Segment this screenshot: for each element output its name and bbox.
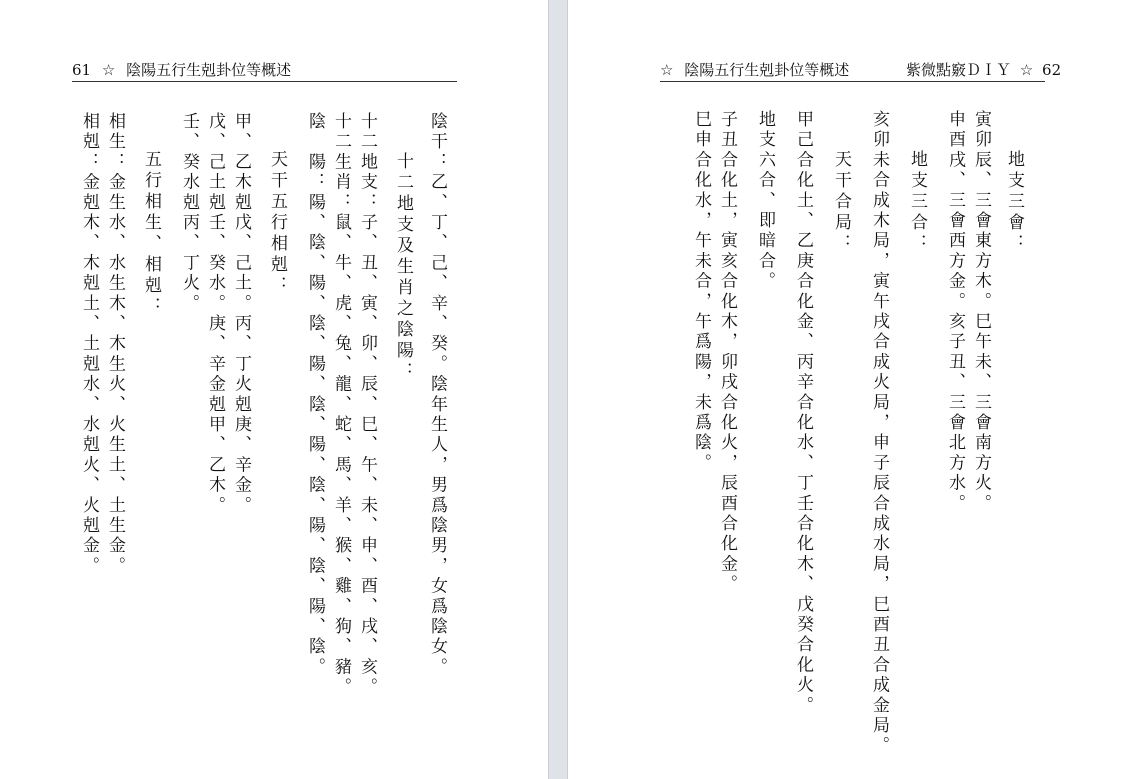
left-page: [0, 0, 548, 779]
star-icon: ☆: [1019, 61, 1034, 79]
text-column: 相生：金生水、水生木、木生火、火生土、土生金。: [105, 112, 125, 577]
text-column: 陰干：乙、丁、己、辛、癸。陰年生人，男爲陰男，女爲陰女。: [427, 112, 447, 678]
chapter-title: 陰陽五行生剋卦位等概述: [684, 61, 850, 79]
section-heading: 地支三合：: [907, 150, 927, 255]
header-rule: [660, 81, 1045, 82]
text-column: 寅卯辰、三會東方木。巳午未、三會南方火。: [971, 110, 991, 514]
text-column: 陰 陽：陽、陰、陽、陰、陽、陰、陽、陰、陽、陰、陽、陰。: [305, 112, 325, 678]
text-column: 亥卯未合成木局，寅午戌合成火局，申子辰合成水局，巳酉丑合成金局。: [869, 110, 889, 757]
section-heading: 天干合局：: [831, 150, 851, 255]
star-icon: ☆: [660, 61, 674, 79]
book-title: 紫微點竅ＤＩＹ: [906, 61, 1012, 79]
text-column: 地支六合、即暗合。: [755, 110, 775, 292]
text-column: 壬、癸水剋丙、丁火。: [179, 112, 199, 314]
text-column: 甲己合化土、乙庚合化金、丙辛合化水、丁壬合化木、戊癸合化火。: [793, 110, 813, 716]
left-page-header: [72, 62, 291, 78]
text-column: 相剋：金剋木、木剋土、土剋水、水剋火、火剋金。: [79, 112, 99, 577]
chapter-title: 陰陽五行生剋卦位等概述: [126, 61, 292, 79]
text-column: 巳申合化水，午未合，午爲陽，未爲陰。: [691, 110, 711, 474]
page-number: 61: [72, 61, 92, 79]
text-column: 十二生肖：鼠、牛、虎、兔、龍、蛇、馬、羊、猴、雞、狗、豬。: [331, 112, 351, 698]
right-page-header-left: [660, 62, 849, 78]
right-page: [568, 0, 1123, 779]
section-heading: 十二地支及生肖之陰陽：: [393, 152, 413, 383]
text-column: 子丑合化土，寅亥合化木，卯戌合化火，辰酉合化金。: [717, 110, 737, 595]
right-page-header-right: [906, 62, 1061, 78]
section-heading: 天干五行相剋：: [267, 150, 287, 297]
header-rule: [72, 81, 457, 82]
text-column: 申酉戌、三會西方金。亥子丑、三會北方水。: [945, 110, 965, 514]
page-gutter: [548, 0, 568, 779]
section-heading: 地支三會：: [1004, 150, 1024, 255]
text-column: 十二地支：子、丑、寅、卯、辰、巳、午、未、申、酉、戌、亥。: [357, 112, 377, 698]
section-heading: 五行相生、相剋：: [141, 150, 161, 318]
page-number: 62: [1042, 61, 1062, 79]
star-icon: ☆: [101, 61, 116, 79]
text-column: 戊、己土剋壬、癸水。庚、辛金剋甲、乙木。: [205, 112, 225, 516]
text-column: 甲、乙木剋戊、己土。丙、丁火剋庚、辛金。: [231, 112, 251, 516]
